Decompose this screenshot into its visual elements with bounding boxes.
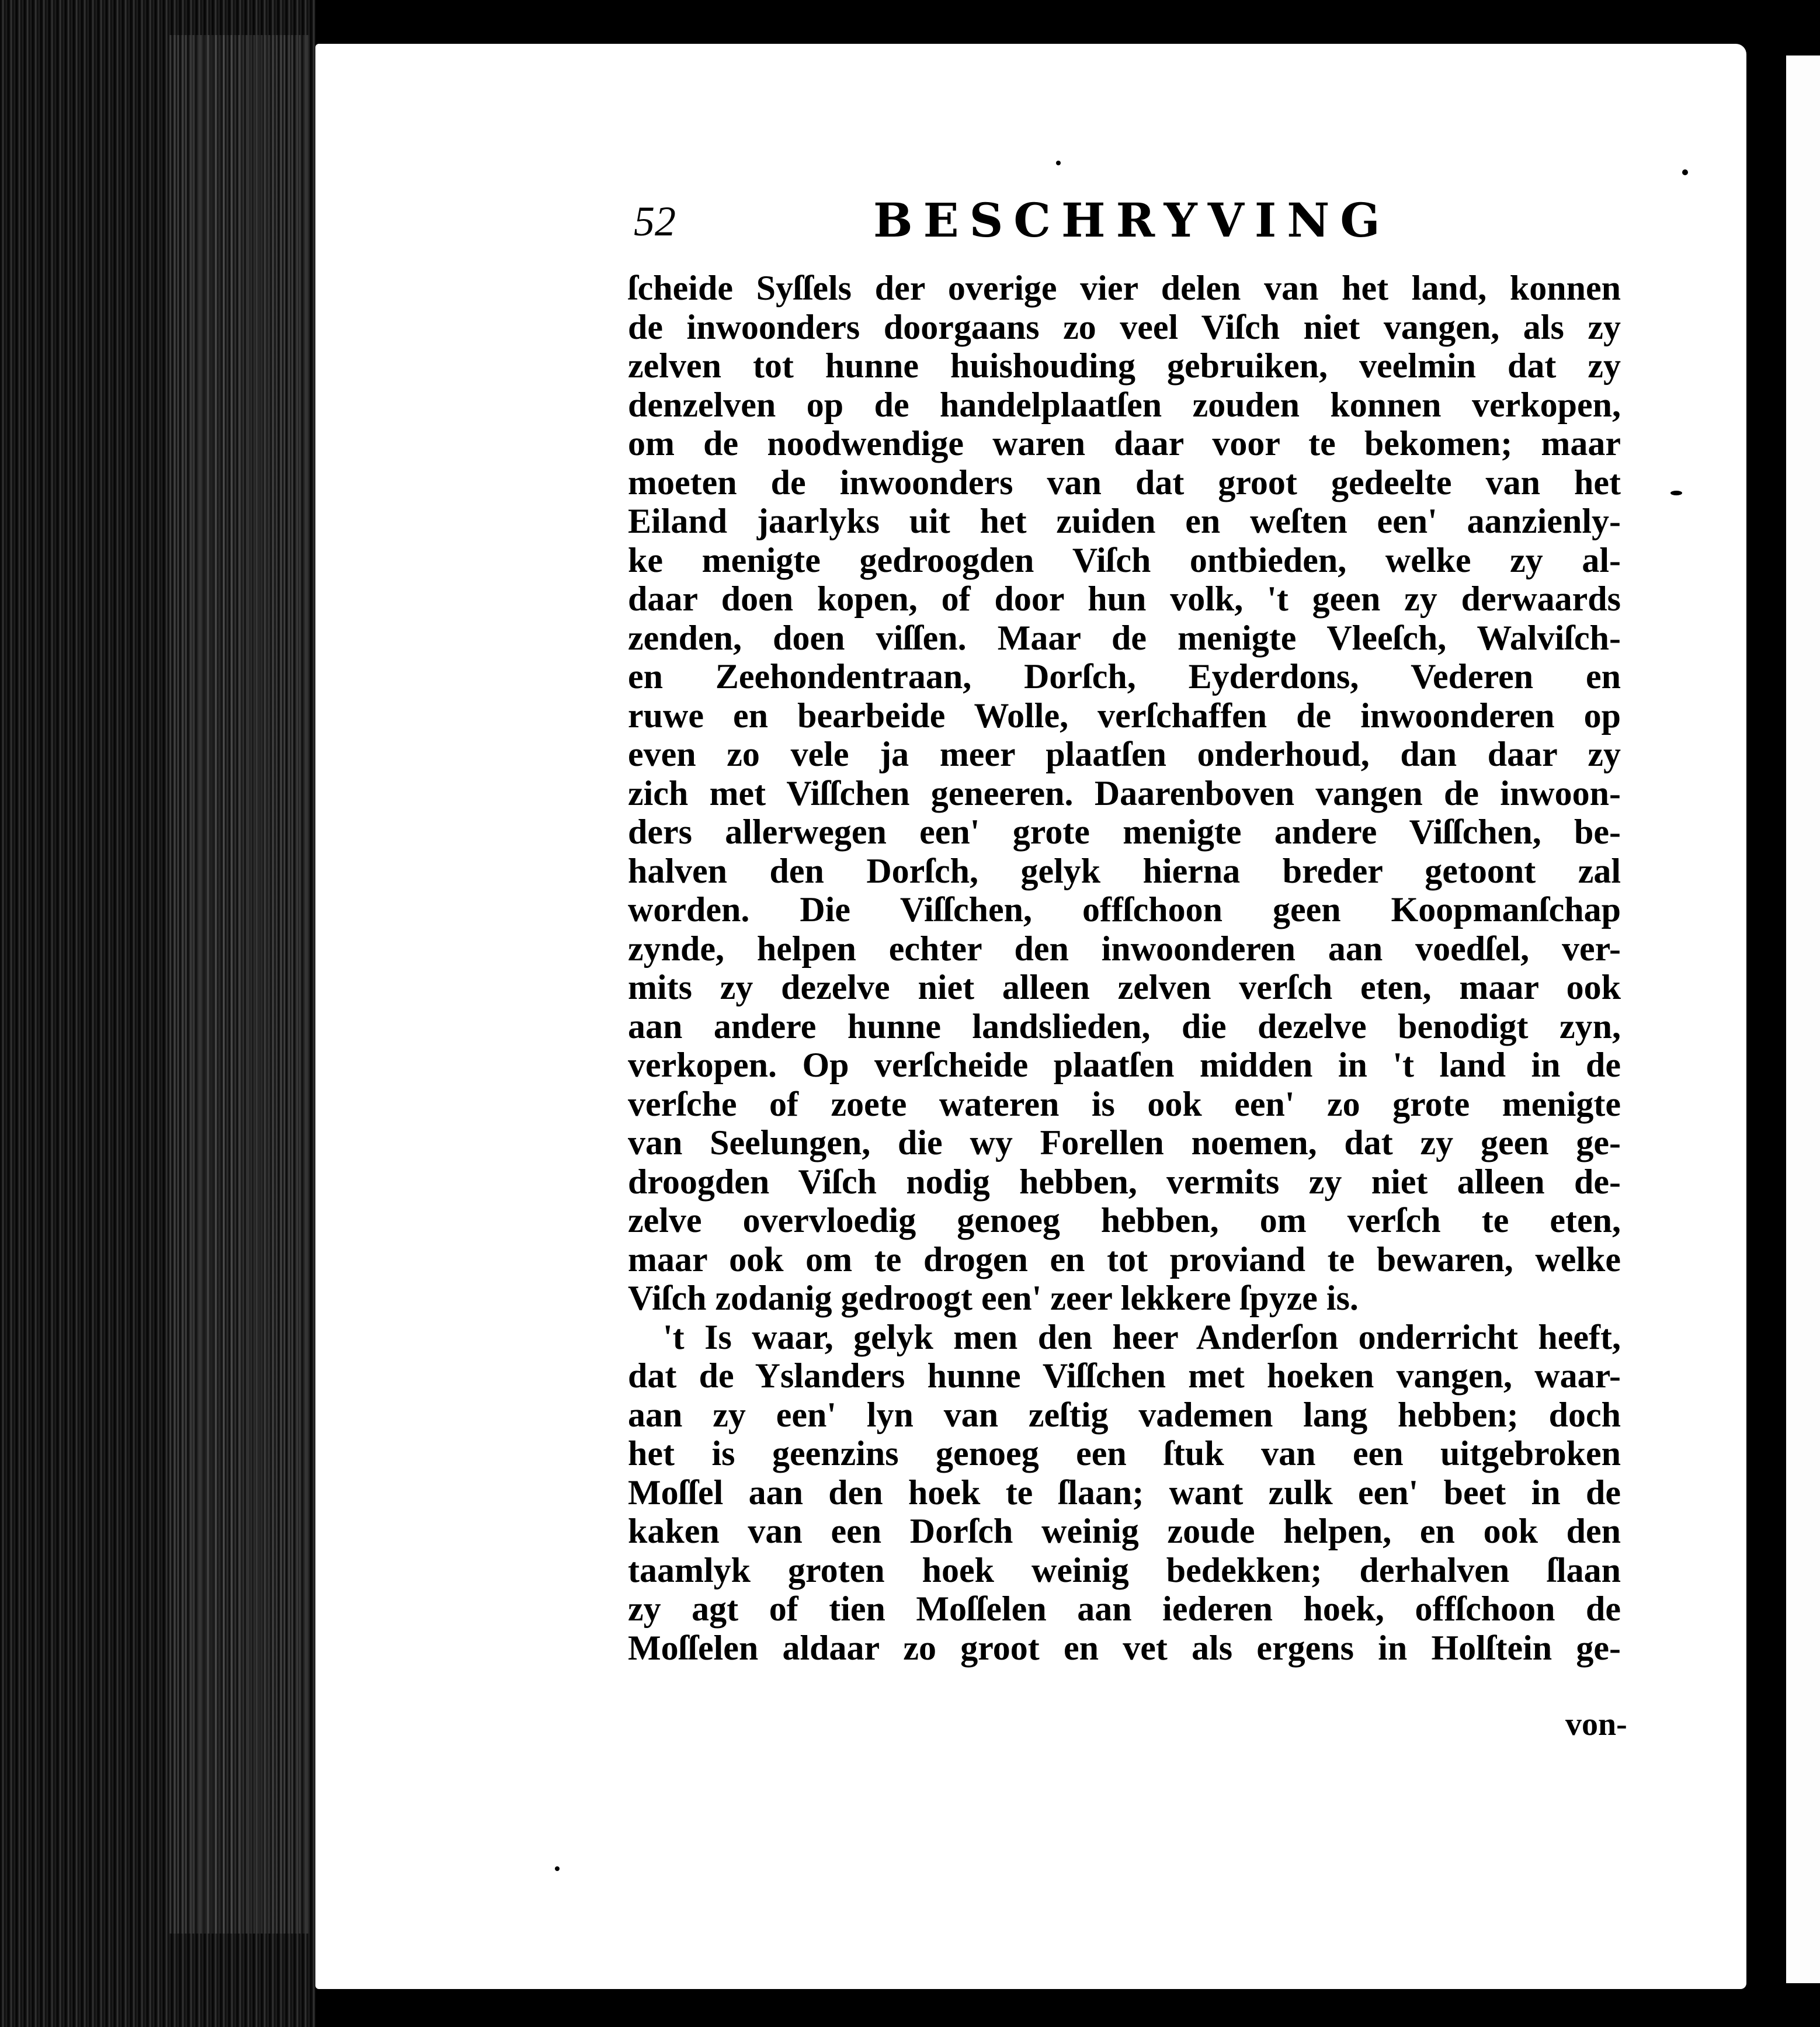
text-line: mits zy dezelve niet alleen zelven verſch eten, maar ook (628, 968, 1621, 1006)
text-line: moeten de inwoonders van dat groot gedeelte van het (628, 463, 1621, 502)
text-line: zelven tot hunne huishouding gebruiken, veelmin dat zy (628, 346, 1621, 385)
text-line: taamlyk groten hoek weinig bedekken; derhalven ſlaan (628, 1550, 1621, 1589)
text-line: ke menigte gedroogden Viſch ontbieden, welke zy al- (628, 540, 1621, 579)
text-line: dat de Yslanders hunne Viſſchen met hoeken vangen, waar- (628, 1356, 1621, 1395)
page-header (634, 193, 1405, 263)
text-line: het is geenzins genoeg een ſtuk van een uitgebroken (628, 1434, 1621, 1473)
adjacent-page-edge (1781, 55, 1820, 1983)
text-line: van Seelungen, die wy Forellen noemen, dat zy geen ge- (628, 1123, 1621, 1162)
text-line: worden. Die Viſſchen, offſchoon geen Koopmanſchap (628, 890, 1621, 929)
text-line: zich met Viſſchen geneeren. Daarenboven vangen de inwoon- (628, 773, 1621, 813)
text-line: even zo vele ja meer plaatſen onderhoud, dan daar zy (628, 735, 1621, 773)
text-line: kaken van een Dorſch weinig zoude helpen, en ook den (628, 1512, 1621, 1550)
text-line: 't Is waar, gelyk men den heer Anderſon onderricht heeft, (663, 1317, 1621, 1356)
page-number: 52 (634, 198, 676, 245)
text-line: Eiland jaarlyks uit het zuiden en weſten een' aanzienly- (628, 502, 1621, 540)
text-line: aan andere hunne landslieden, die dezelve benodigt zyn, (628, 1006, 1621, 1046)
text-line: Moſſel aan den hoek te ſlaan; want zulk een' beet in de (628, 1473, 1621, 1512)
body-text (628, 269, 1621, 1667)
text-line: Moſſelen aldaar zo groot en vet als ergens in Holſtein ge- (628, 1628, 1621, 1667)
text-line: maar ook om te drogen en tot proviand te bewaren, welke (628, 1240, 1621, 1279)
speck (356, 695, 367, 710)
text-line: daar doen kopen, of door hun volk, 't geen zy derwaards (628, 579, 1621, 618)
text-line: ders allerwegen een' grote menigte andere Viſſchen, be- (628, 813, 1621, 851)
speck (1670, 491, 1682, 495)
text-line: om de noodwendige waren daar voor te bekomen; maar (628, 424, 1621, 463)
text-line: halven den Dorſch, gelyk hierna breder getoont zal (628, 851, 1621, 890)
text-line: droogden Viſch nodig hebben, vermits zy niet alleen de- (628, 1162, 1621, 1201)
speck (555, 1866, 560, 1871)
speck (1682, 169, 1688, 175)
text-line: zy agt of tien Moſſelen aan iederen hoek, offſchoon de (628, 1589, 1621, 1628)
text-line: ruwe en bearbeide Wolle, verſchaffen de inwoonderen op (628, 696, 1621, 735)
text-line: zynde, helpen echter den inwoonderen aan voedſel, ver- (628, 929, 1621, 968)
text-line: de inwoonders doorgaans zo veel Viſch niet vangen, als zy (628, 307, 1621, 346)
text-line: ſcheide Syſſels der overige vier delen van het land, konnen (628, 269, 1621, 307)
text-line: verſche of zoete wateren is ook een' zo grote menigte (628, 1084, 1621, 1123)
page-edges (169, 35, 310, 1934)
speck (1056, 161, 1061, 165)
text-line: denzelven op de handelplaatſen zouden konnen verkopen, (628, 385, 1621, 424)
text-line: aan zy een' lyn van zeſtig vademen lang hebben; doch (628, 1395, 1621, 1434)
text-line: verkopen. Op verſcheide plaatſen midden in 't land in de (628, 1046, 1621, 1084)
text-line: zelve overvloedig genoeg hebben, om verſch te eten, (628, 1201, 1621, 1240)
catchword: von- (1565, 1706, 1627, 1743)
text-line: Viſch zodanig gedroogt een' zeer lekkere ſpyze is. (628, 1279, 1359, 1317)
text-line: en Zeehondentraan, Dorſch, Eyderdons, Vederen en (628, 657, 1621, 696)
text-line: zenden, doen viſſen. Maar de menigte Vleeſch, Walviſch- (628, 618, 1621, 657)
running-title: BESCHRYVING (873, 193, 1391, 248)
